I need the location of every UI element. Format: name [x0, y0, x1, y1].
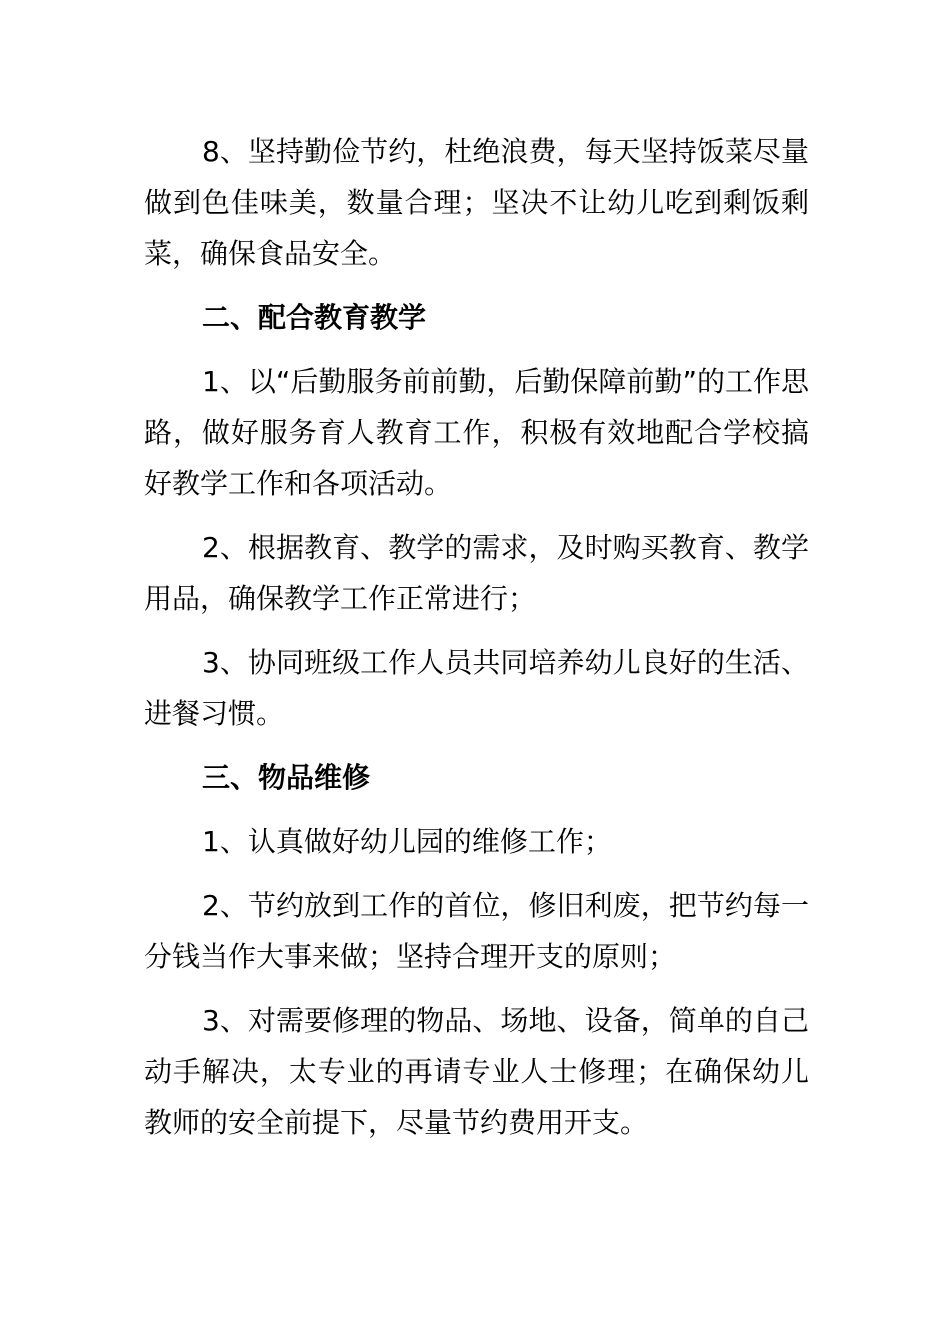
paragraph-item-2-3: 3、协同班级工作人员共同培养幼儿良好的生活、进餐习惯。: [144, 646, 809, 730]
section-heading-2: 二、配合教育教学: [202, 301, 427, 334]
paragraph-item-2-2: 2、根据教育、教学的需求，及时购买教育、教学用品，确保教学工作正常进行；: [144, 531, 809, 615]
paragraph-item-3-3: 3、对需要修理的物品、场地、设备，简单的自己动手解决，太专业的再请专业人士修理；在确保幼儿教师的安全前提下，尽量节约费用开支。: [144, 1004, 809, 1139]
paragraph-item-3-2: 2、节约放到工作的首位，修旧利废，把节约每一分钱当作大事来做；坚持合理开支的原则；: [144, 889, 809, 973]
section-heading-3: 三、物品维修: [202, 761, 371, 794]
paragraph-item-3-1: 1、认真做好幼儿园的维修工作；: [202, 825, 612, 858]
paragraph-item-2-1: 1、以“后勤服务前前勤，后勤保障前勤”的工作思路，做好服务育人教育工作，积极有效地配合学校搞好教学工作和各项活动。: [144, 365, 809, 500]
paragraph-item-8: 8、坚持勤俭节约，杜绝浪费，每天坚持饭菜尽量做到色佳味美，数量合理；坚决不让幼儿吃到剩饭剩菜，确保食品安全。: [144, 135, 809, 270]
document-body: [144, 126, 809, 1161]
